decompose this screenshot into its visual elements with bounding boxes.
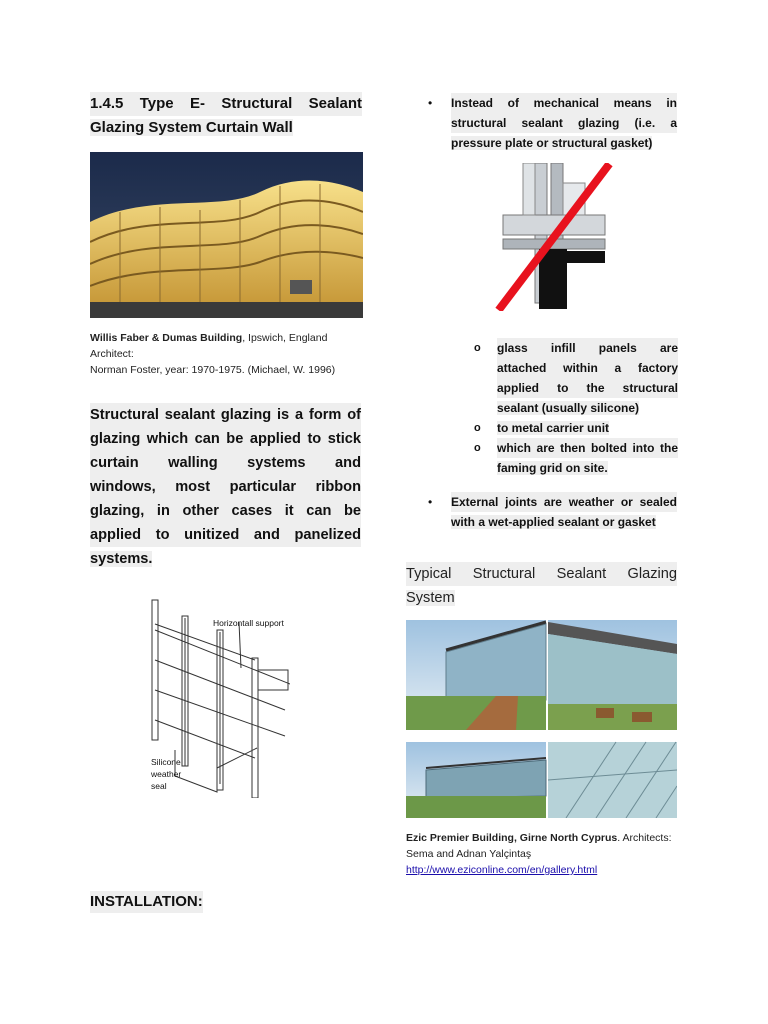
ezic-caption-architects: Sema and Adnan Yalçintaş — [406, 848, 532, 860]
ezic-caption — [406, 830, 686, 878]
bullet-1-line-3: pressure plate or structural gasket) — [451, 136, 653, 150]
ezic-caption-rest: . Architects: — [617, 832, 672, 844]
photo-top-left — [406, 620, 546, 730]
sub-item-2 — [474, 418, 678, 438]
photo-top-right — [548, 620, 677, 730]
typical-heading-line-2: System — [406, 590, 455, 606]
sub-item-3-marker: o — [474, 442, 481, 454]
intro-line-2: glazing which can be applied to stick — [90, 427, 361, 451]
intro-paragraph — [90, 403, 361, 571]
ezic-caption-title: Ezic Premier Building, Girne North Cyprus — [406, 832, 618, 844]
section-heading-line-1: 1.4.5 Type E- Structural Sealant — [90, 92, 362, 116]
bullet-2 — [451, 492, 677, 532]
sub-item-2-line-1: to metal carrier unit — [497, 421, 610, 435]
photo-bottom-left — [406, 742, 546, 818]
ezic-building-photos — [406, 620, 677, 818]
diagram-label-silicone: Silicone — [151, 757, 181, 767]
section-heading — [90, 92, 362, 140]
sub-item-1-line-4: sealant (usually silicone) — [497, 401, 640, 415]
bullet-2-line-2: with a wet-applied sealant or gasket — [451, 515, 656, 529]
intro-line-6: applied to unitized and panelized — [90, 523, 361, 547]
sub-item-3-line-1: which are then bolted into the — [497, 438, 678, 458]
ezic-gallery-link[interactable]: http://www.eziconline.com/en/gallery.html — [406, 864, 598, 876]
sub-item-1-line-3: applied to the structural — [497, 378, 678, 398]
intro-line-5: glazing, in other cases it can be — [90, 499, 361, 523]
sub-item-1 — [474, 338, 678, 418]
installation-heading: INSTALLATION: — [90, 891, 203, 913]
bullet-2-dot: • — [428, 495, 433, 509]
willis-caption-line-2: Norman Foster, year: 1970-1975. (Michael, W. 1996) — [90, 364, 336, 376]
sub-item-1-line-2: attached within a factory — [497, 358, 678, 378]
bullet-2-line-1: External joints are weather or sealed — [451, 492, 677, 512]
sub-item-1-line-1: glass infill panels are — [497, 338, 678, 358]
diagram-label-seal: seal — [151, 781, 167, 791]
curtain-wall-diagram — [145, 598, 290, 798]
intro-line-1: Structural sealant glazing is a form of — [90, 403, 361, 427]
bullet-1-dot: • — [428, 96, 433, 110]
bullet-1-line-1: Instead of mechanical means in — [451, 93, 677, 113]
typical-heading — [406, 562, 677, 610]
willis-caption-rest: , Ipswich, England Architect: — [90, 332, 328, 360]
diagram-label-weather: weather — [151, 769, 182, 779]
bullet-1 — [451, 93, 677, 153]
intro-line-4: windows, most particular ribbon — [90, 475, 361, 499]
typical-heading-line-1: Typical Structural Sealant Glazing — [406, 562, 677, 586]
section-heading-line-2: Glazing System Curtain Wall — [90, 119, 293, 136]
sub-item-2-marker: o — [474, 422, 481, 434]
diagram-label-horizontal: Horizontall support — [213, 618, 284, 628]
bullet-1-line-2: structural sealant glazing (i.e. a — [451, 113, 677, 133]
sub-list — [474, 338, 678, 478]
photo-bottom-right — [548, 742, 677, 818]
willis-caption — [90, 330, 365, 378]
sub-item-3-line-2: faming grid on site. — [497, 461, 608, 475]
intro-line-3: curtain walling systems and — [90, 451, 361, 475]
gasket-crossed-out-image — [495, 163, 613, 311]
sub-item-1-marker: o — [474, 342, 481, 354]
intro-line-7: systems. — [90, 551, 153, 567]
willis-caption-title: Willis Faber & Dumas Building — [90, 332, 243, 344]
willis-faber-building-photo — [90, 152, 363, 318]
sub-item-3 — [474, 438, 678, 478]
